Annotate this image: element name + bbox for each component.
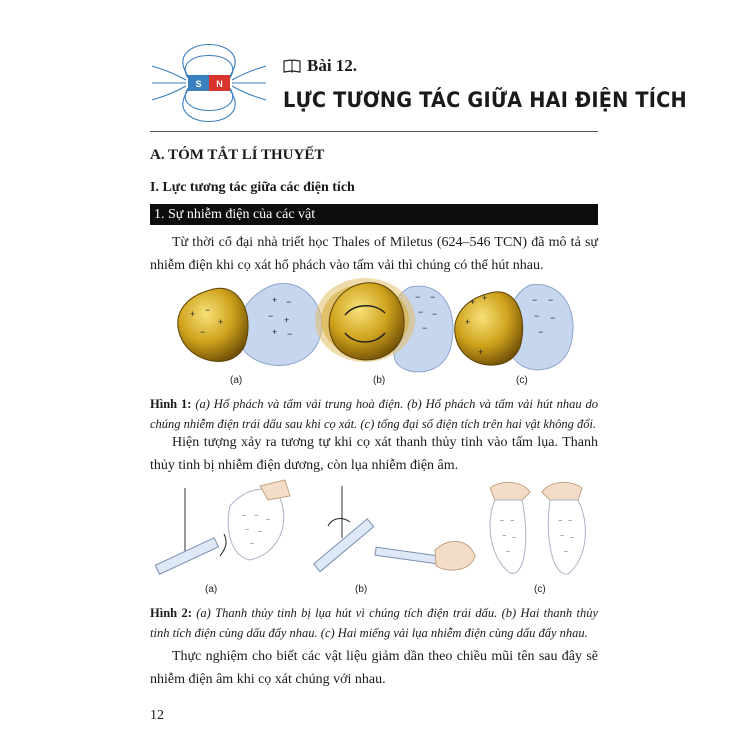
figure-1-amber-cloth [160, 275, 590, 390]
svg-text:+: + [478, 347, 484, 357]
figure-1c [455, 285, 573, 386]
svg-text:−: − [254, 513, 259, 520]
paragraph-glass-silk: Hiện tượng xảy ra tương tự khi cọ xát thanh thủy tinh vào tấm lụa. Thanh thủy tinh bị nhiễm điện dương, còn lụa nhiễm điện âm. [150, 435, 598, 473]
svg-text:+: + [470, 297, 476, 307]
svg-text:−: − [532, 295, 538, 305]
svg-text:−: − [268, 311, 274, 321]
lesson-number: Bài 12. [307, 56, 358, 75]
svg-text:−: − [568, 518, 573, 525]
subsection-heading: I. Lực tương tác giữa các điện tích [150, 180, 355, 195]
topic-bar-heading: 1. Sự nhiễm điện của các vật [150, 204, 598, 225]
svg-text:−: − [258, 529, 263, 536]
svg-text:+: + [272, 327, 278, 337]
svg-text:−: − [250, 541, 255, 548]
svg-text:−: − [570, 535, 575, 542]
svg-text:−: − [430, 292, 436, 302]
svg-text:−: − [432, 309, 438, 319]
figure-2a-label: (a) [205, 584, 218, 595]
svg-text:−: − [500, 518, 505, 525]
svg-text:+: + [465, 317, 471, 327]
svg-text:−: − [205, 305, 211, 315]
svg-text:−: − [502, 533, 507, 540]
title-divider [150, 131, 598, 132]
figure-1a-label: (a) [230, 375, 243, 386]
paragraph-thales: Từ thời cổ đại nhà triết học Thales of Miletus (624–546 TCN) đã mô tả sự nhiễm điện khi cọ xát hổ phách vào tấm vải thì chúng có thể hút nhau. [150, 235, 598, 273]
page-number: 12 [150, 708, 164, 723]
svg-text:−: − [510, 518, 515, 525]
svg-text:−: − [200, 327, 206, 337]
svg-text:−: − [558, 518, 563, 525]
svg-text:−: − [287, 329, 293, 339]
paragraph-triboelectric: Thực nghiệm cho biết các vật liệu giảm dần theo chiều mũi tên sau đây sẽ nhiễm điện âm khi cọ xát chúng với nhau. [150, 649, 598, 687]
figure-2-glass-silk [150, 478, 598, 600]
page-title: LỰC TƯƠNG TÁC GIỮA HAI ĐIỆN TÍCH [283, 88, 687, 112]
svg-text:−: − [266, 517, 271, 524]
svg-text:−: − [415, 292, 421, 302]
svg-text:+: + [190, 309, 196, 319]
figure-2a [155, 480, 290, 595]
svg-text:−: − [534, 311, 540, 321]
figure-1a [178, 283, 322, 386]
svg-text:−: − [548, 295, 554, 305]
svg-text:+: + [218, 317, 224, 327]
figure-1b [315, 278, 453, 386]
figure-1c-label: (c) [516, 375, 528, 386]
magnet-field-illustration [150, 40, 268, 126]
svg-text:−: − [564, 549, 569, 556]
svg-text:−: − [245, 527, 250, 534]
magnet-south-label: S [195, 79, 202, 89]
svg-text:−: − [242, 513, 247, 520]
magnet-north-label: N [216, 79, 223, 89]
figure-2b [314, 486, 475, 595]
svg-text:−: − [538, 327, 544, 337]
figure-2c [490, 482, 585, 595]
svg-text:−: − [512, 535, 517, 542]
figure-1-caption: Hình 1: (a) Hổ phách và tấm vải trung hoà điện. (b) Hổ phách và tấm vải hút nhau do chúng nhiễm điện trái dấu sau khi cọ xát. (c) tổng đại số điện tích trên hai vật không đổi. [150, 397, 599, 431]
figure-2-caption: Hình 2: (a) Thanh thủy tinh bị lụa hút vì chúng tích điện trái dấu. (b) Hai thanh thủy tinh tích điện cùng dấu đẩy nhau. (c) Hai miếng vải lụa nhiễm điện cùng dấu đẩy nhau. [150, 606, 598, 640]
svg-text:−: − [418, 307, 424, 317]
svg-text:−: − [506, 549, 511, 556]
svg-text:+: + [482, 293, 488, 303]
svg-text:−: − [560, 533, 565, 540]
lesson-label [283, 56, 357, 76]
svg-text:−: − [422, 323, 428, 333]
svg-text:+: + [272, 295, 278, 305]
figure-2b-label: (b) [355, 584, 368, 595]
figure-2c-label: (c) [534, 584, 546, 595]
svg-text:−: − [286, 297, 292, 307]
figure-1b-label: (b) [373, 375, 386, 386]
svg-text:+: + [284, 315, 290, 325]
svg-text:−: − [550, 313, 556, 323]
section-heading: A. TÓM TẮT LÍ THUYẾT [150, 147, 325, 163]
book-icon [283, 59, 301, 73]
